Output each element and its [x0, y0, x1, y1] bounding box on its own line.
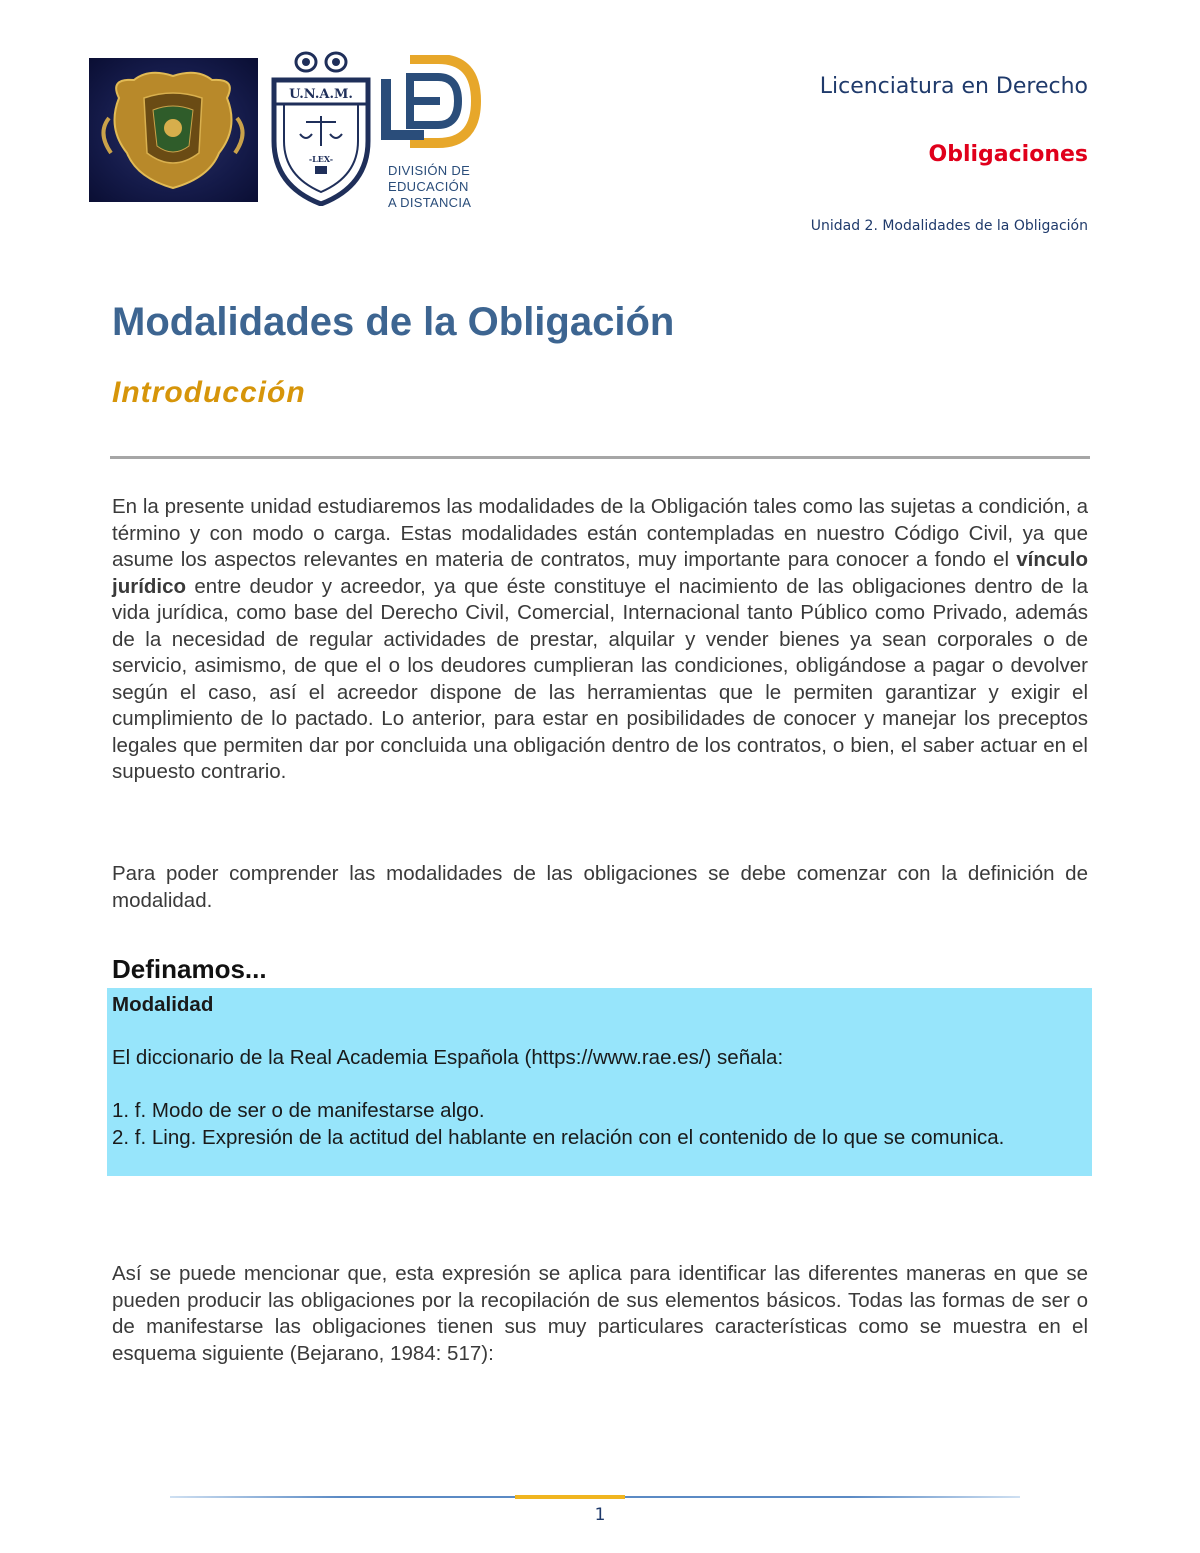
svg-text:-LEX-: -LEX- — [308, 154, 334, 164]
career-name: Licenciatura en Derecho — [819, 74, 1088, 99]
svg-text:U.N.A.M.: U.N.A.M. — [289, 87, 353, 102]
definition-box — [107, 988, 1092, 1176]
section-subtitle: Introducción — [112, 376, 306, 409]
division-name — [388, 163, 471, 211]
title-divider — [110, 456, 1090, 459]
facultad-derecho-logo — [268, 46, 374, 206]
division-line-2: EDUCACIÓN — [388, 179, 469, 194]
intro-paragraph — [112, 494, 1088, 786]
intro-text-start: En la presente unidad estudiaremos las modalidades de la Obligación tales como las sujetas a condición, a término y con modo o carga. Estas modalidades están contempladas en nuestro Código Civil, ya que asume los aspectos relevantes en materia de contratos, muy importante para conocer a fondo el — [112, 495, 1088, 571]
intro-bold-term: vínculo jurídico — [112, 548, 1088, 598]
definamos-heading: Definamos... — [112, 954, 267, 984]
closing-paragraph: Así se puede mencionar que, esta expresión se aplica para identificar las diferentes maneras en que se pueden producir las obligaciones por la recopilación de sus elementos básicos. Todas las formas de ser o de manifestarse las obligaciones tienen sus muy particulares características como se muestra en el esquema siguiente (Bejarano, 1984: 517): — [112, 1262, 1088, 1365]
definition-term: Modalidad — [112, 993, 214, 1016]
unam-shield-icon — [89, 58, 258, 202]
modalidad-intro-paragraph: Para poder comprender las modalidades de las obligaciones se debe comenzar con la definición de modalidad. — [112, 862, 1088, 912]
unam-coat-of-arms-logo — [89, 58, 258, 202]
subject-name: Obligaciones — [928, 142, 1088, 167]
page-number: 1 — [594, 1505, 606, 1525]
definition-source: El diccionario de la Real Academia Española (https://www.rae.es/) señala: — [112, 1046, 784, 1069]
division-line-3: A DISTANCIA — [388, 195, 472, 210]
division-line-1: DIVISIÓN DE — [388, 163, 471, 178]
unit-name: Unidad 2. Modalidades de la Obligación — [810, 218, 1088, 234]
ed-monogram-icon — [380, 55, 490, 165]
definition-meaning-2: 2. f. Ling. Expresión de la actitud del hablante en relación con el contenido de lo que se comunica. — [112, 1125, 1005, 1149]
footer-divider — [170, 1493, 1020, 1503]
intro-text-end: entre deudor y acreedor, ya que éste constituye el nacimiento de las obligaciones dentro de la vida jurídica, como base del Derecho Civil, Comercial, Internacional tanto Público como Privado, además de la necesidad de regular actividades de prestar, alquilar y vender bienes ya sean corporales o de servicio, asimismo, de que el o los deudores cumplieran las condiciones, obligándose a pagar o devolver según el caso, así el acreedor dispone de las herramientas que le permiten garantizar y exigir el cumplimiento de lo pactado. Lo anterior, para estar en posibilidades de conocer y manejar los preceptos legales que permiten dar por concluida una obligación dentro de los contratos, o bien, el saber actuar en el supuesto contrario. — [112, 574, 1088, 783]
law-faculty-shield-icon — [268, 46, 374, 206]
definition-meaning-1: 1. f. Modo de ser o de manifestarse algo. — [112, 1099, 485, 1122]
page-title: Modalidades de la Obligación — [112, 300, 675, 344]
